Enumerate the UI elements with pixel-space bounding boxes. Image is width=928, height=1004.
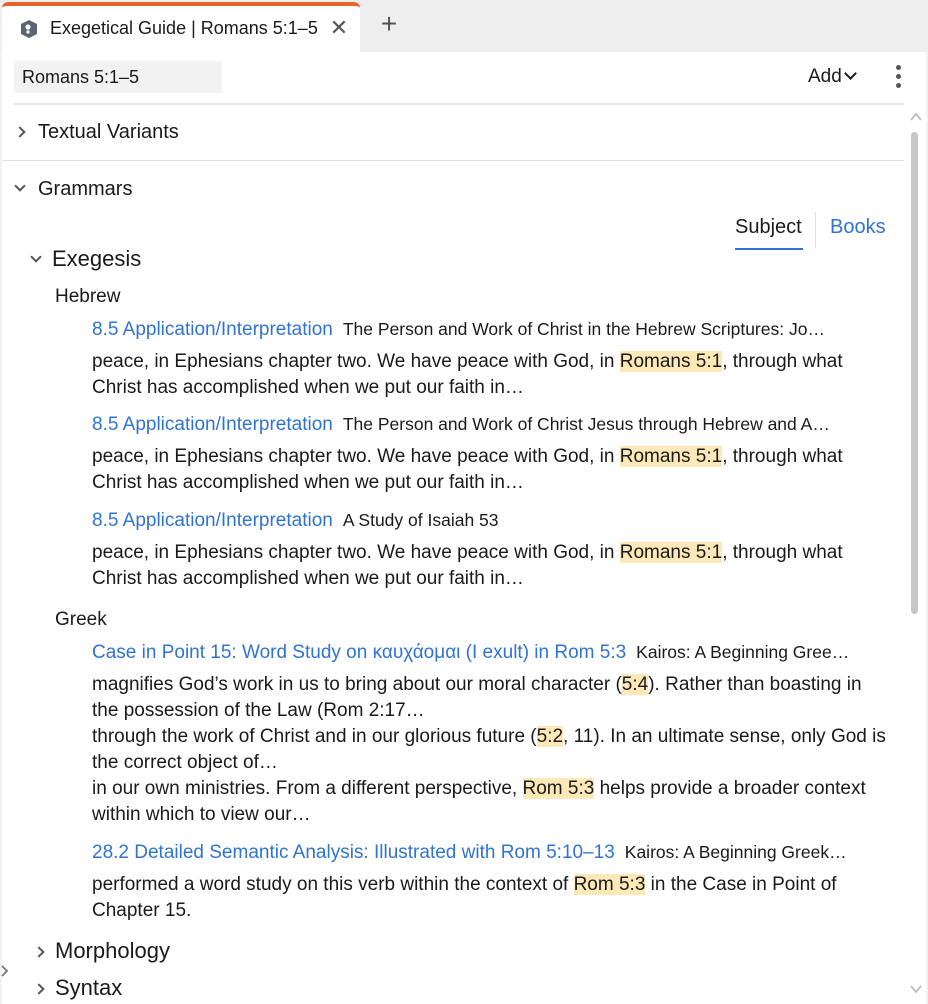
expand-panel-icon[interactable] — [0, 958, 10, 984]
snippet-highlight: Romans 5:1 — [619, 446, 723, 467]
chevron-down-icon — [14, 180, 25, 191]
chevron-right-icon — [33, 946, 44, 957]
entry-snippet[interactable] — [92, 444, 892, 496]
toggle-divider — [815, 212, 816, 248]
snippet-text: performed a word study on this verb within the context of — [92, 874, 574, 895]
section-grammars[interactable] — [16, 178, 132, 201]
section-textual-variants[interactable] — [16, 121, 179, 144]
reference-input[interactable] — [14, 61, 222, 93]
entry-link[interactable]: 8.5 Application/Interpretation — [92, 414, 333, 435]
toggle-books[interactable]: Books — [830, 216, 886, 238]
chevron-right-icon — [33, 983, 44, 994]
exegetical-guide-panel — [2, 52, 926, 1004]
chevron-right-icon — [14, 126, 25, 137]
snippet-highlight: 5:4 — [621, 674, 649, 695]
entry-snippet[interactable] — [92, 872, 892, 924]
entry-snippet[interactable] — [92, 349, 892, 401]
subsection-syntax[interactable] — [32, 975, 122, 1001]
section-divider — [2, 160, 904, 161]
entry-snippet[interactable] — [92, 672, 892, 724]
snippet-highlight: 5:2 — [536, 726, 564, 747]
entry-source[interactable]: Kairos: A Beginning Greek… — [624, 842, 847, 862]
scroll-up-icon[interactable] — [910, 112, 922, 122]
snippet-text: , through what Christ has accomplished when we put our faith in… — [92, 542, 843, 589]
add-button-label: Add — [808, 66, 842, 87]
entry-source[interactable]: The Person and Work of Christ in the Hebrew Scriptures: Jo… — [342, 319, 825, 339]
entry-source[interactable]: A Study of Isaiah 53 — [342, 510, 499, 530]
snippet-text: peace, in Ephesians chapter two. We have peace with God, in — [92, 542, 620, 563]
snippet-text: , through what Christ has accomplished when we put our faith in… — [92, 446, 843, 493]
entry-link[interactable]: Case in Point 15: Word Study on καυχάομαι (I exult) in Rom 5:3 — [92, 642, 627, 663]
entry-link[interactable]: 28.2 Detailed Semantic Analysis: Illustrated with Rom 5:10–13 — [92, 842, 615, 863]
language-greek: Greek — [55, 609, 107, 630]
snippet-text: magnifies God’s work in us to bring about our moral character ( — [92, 674, 622, 695]
snippet-highlight: Rom 5:3 — [573, 874, 646, 895]
scroll-down-icon[interactable] — [910, 984, 922, 994]
tab-exegetical-guide[interactable] — [2, 2, 360, 52]
list-item — [92, 414, 892, 496]
add-button[interactable] — [808, 66, 855, 88]
snippet-text: through the work of Christ and in our glorious future ( — [92, 726, 537, 747]
scrollbar-thumb[interactable] — [911, 132, 918, 614]
entry-source[interactable]: Kairos: A Beginning Gree… — [636, 642, 850, 662]
snippet-highlight: Romans 5:1 — [619, 542, 723, 563]
subsection-title: Morphology — [55, 938, 170, 963]
entry-snippet[interactable] — [92, 540, 892, 592]
snippet-text: peace, in Ephesians chapter two. We have peace with God, in — [92, 446, 620, 467]
snippet-text: ). Rather than boasting in the possession of the Law (Rom 2:17… — [92, 674, 862, 721]
snippet-highlight: Rom 5:3 — [522, 778, 595, 799]
snippet-highlight: Romans 5:1 — [619, 351, 723, 372]
tab-title: Exegetical Guide | Romans 5:1–5 — [50, 18, 318, 38]
add-tab-icon[interactable]: + — [380, 8, 398, 39]
chevron-down-icon — [844, 67, 857, 80]
subsection-title: Exegesis — [52, 246, 142, 271]
guide-content — [2, 105, 907, 1004]
exegetical-guide-icon — [19, 19, 39, 39]
list-item — [92, 842, 892, 924]
snippet-text: peace, in Ephesians chapter two. We have peace with God, in — [92, 351, 620, 372]
snippet-text: in our own ministries. From a different perspective, — [92, 778, 523, 799]
section-title: Textual Variants — [38, 121, 179, 143]
section-title: Grammars — [38, 178, 133, 200]
close-tab-icon[interactable]: ✕ — [329, 15, 349, 40]
toggle-subject[interactable]: Subject — [735, 216, 802, 238]
subsection-title: Syntax — [55, 975, 123, 1000]
tab-strip — [0, 0, 928, 52]
chevron-down-icon — [30, 251, 41, 262]
more-options-icon[interactable] — [892, 65, 904, 91]
list-item — [92, 510, 892, 592]
snippet-text: , 11). In an ultimate sense, only God is the correct object of… — [92, 726, 886, 773]
toggle-subject-underline — [735, 248, 803, 250]
snippet-text: helps provide a broader context within which to view our… — [92, 778, 866, 825]
entry-link[interactable]: 8.5 Application/Interpretation — [92, 510, 333, 531]
list-item — [92, 642, 892, 828]
list-item — [92, 319, 892, 401]
subsection-exegesis[interactable] — [32, 246, 141, 272]
snippet-text: , through what Christ has accomplished when we put our faith in… — [92, 351, 843, 398]
entry-source[interactable]: The Person and Work of Christ Jesus through Hebrew and A… — [342, 414, 830, 434]
snippet-text: in the Case in Point of Chapter 15. — [92, 874, 837, 921]
entry-snippet[interactable] — [92, 776, 892, 828]
entry-link[interactable]: 8.5 Application/Interpretation — [92, 319, 333, 340]
subsection-morphology[interactable] — [32, 938, 170, 964]
language-hebrew: Hebrew — [55, 286, 121, 307]
entry-snippet[interactable] — [92, 724, 892, 776]
